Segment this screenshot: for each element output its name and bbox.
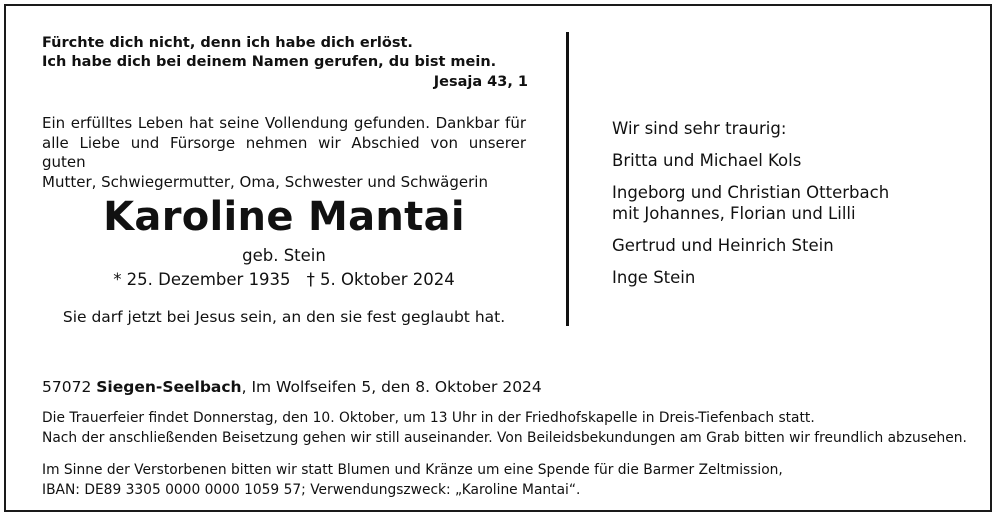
- obituary-notice: [4, 4, 992, 512]
- death-date: † 5. Oktober 2024: [306, 270, 455, 289]
- donation-line-2: IBAN: DE89 3305 0000 0000 1059 57; Verwendungszweck: „Karoline Mantai“.: [42, 482, 581, 498]
- service-line-2: Nach der anschließenden Beisetzung gehen wir still auseinander. Von Beileidsbekundungen am Grab bitten wir freundlich abzusehen.: [42, 430, 967, 446]
- bible-verse-line-2: Ich habe dich bei deinem Namen gerufen, du bist mein.: [42, 54, 497, 70]
- service-info: [42, 408, 967, 448]
- mourner-entry: Ingeborg und Christian Otterbach mit Johannes, Florian und Lilli: [612, 183, 890, 223]
- bible-reference: Jesaja 43, 1: [433, 74, 528, 90]
- intro-line-3: Mutter, Schwiegermutter, Oma, Schwester und Schwägerin: [42, 172, 488, 191]
- mourner-entry: Britta und Michael Kols: [612, 151, 802, 170]
- address-rest: , Im Wolfseifen 5, den 8. Oktober 2024: [241, 378, 542, 396]
- intro-line-1: Ein erfülltes Leben hat seine Vollendung gefunden. Dankbar für: [42, 114, 526, 132]
- bible-verse: [42, 34, 496, 72]
- mourner-entry: Gertrud und Heinrich Stein: [612, 236, 834, 255]
- intro-line-2: alle Liebe und Fürsorge nehmen wir Abschied von unserer guten: [42, 133, 526, 171]
- address-line: [42, 378, 542, 396]
- postcode: 57072: [42, 378, 92, 396]
- mourners-list: [612, 118, 889, 299]
- service-line-1: Die Trauerfeier findet Donnerstag, den 10. Oktober, um 13 Uhr in der Friedhofskapelle in Dreis-Tiefenbach statt.: [42, 410, 815, 426]
- mourners-heading: Wir sind sehr traurig:: [612, 119, 787, 138]
- mourner-entry: Inge Stein: [612, 268, 696, 287]
- faith-line: Sie darf jetzt bei Jesus sein, an den sie fest geglaubt hat.: [62, 308, 506, 326]
- bible-verse-line-1: Fürchte dich nicht, denn ich habe dich erlöst.: [42, 35, 413, 51]
- life-dates: [42, 270, 526, 289]
- column-divider: [566, 32, 569, 326]
- birth-date: * 25. Dezember 1935: [113, 270, 291, 289]
- donation-line-1: Im Sinne der Verstorbenen bitten wir statt Blumen und Kränze um eine Spende für die Barmer Zeltmission,: [42, 462, 783, 478]
- deceased-name: Karoline Mantai: [103, 194, 465, 240]
- donation-info: [42, 460, 783, 500]
- intro-text: [42, 114, 526, 192]
- birth-name: geb. Stein: [242, 246, 326, 265]
- town: Siegen-Seelbach: [96, 378, 242, 396]
